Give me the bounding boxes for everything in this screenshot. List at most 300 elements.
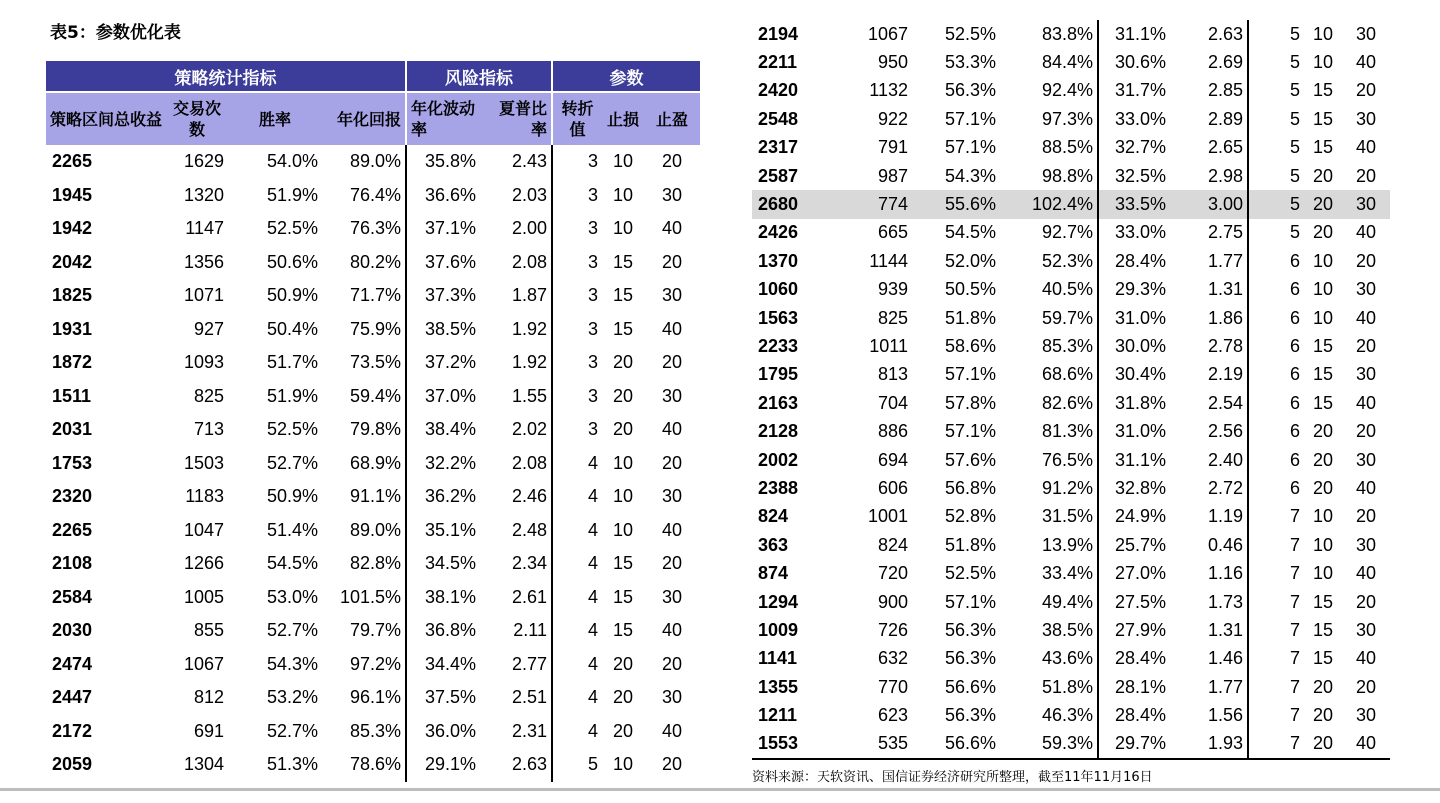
- cell-annual-return: 97.3%: [1000, 105, 1098, 133]
- cell-volatility: 31.1%: [1114, 23, 1166, 44]
- cell-trades: 1629: [183, 151, 224, 172]
- cell-total-return: 1753: [52, 452, 93, 473]
- cell-annual-return: 51.8%: [1000, 673, 1098, 701]
- cell-annual-return: 79.7%: [322, 614, 406, 648]
- table-row: [46, 581, 700, 615]
- cell-turn: 4: [587, 553, 598, 574]
- cell-turn: 5: [1289, 165, 1300, 186]
- cell-volatility: 29.1%: [424, 754, 476, 775]
- cell-stop-loss: 10: [612, 486, 634, 507]
- table-row: [752, 48, 1390, 76]
- cell-total-return: 1795: [758, 364, 799, 385]
- cell-volatility: 25.7%: [1114, 534, 1166, 555]
- table-row: [752, 20, 1390, 48]
- cell-winrate: 54.3%: [944, 165, 996, 186]
- cell-volatility: 28.1%: [1114, 676, 1166, 697]
- cell-take-profit: 30: [1355, 279, 1377, 300]
- cell-take-profit: 20: [1355, 506, 1377, 527]
- cell-sharpe: 1.86: [1170, 304, 1248, 332]
- cell-trades: 770: [877, 676, 908, 697]
- cell-volatility: 34.5%: [424, 553, 476, 574]
- cell-total-return: 2680: [752, 190, 850, 218]
- cell-winrate: 52.7%: [266, 720, 318, 741]
- cell-total-return: 1942: [52, 218, 93, 239]
- table-row: [752, 474, 1390, 502]
- cell-turn: 5: [1289, 23, 1300, 44]
- page-divider: [0, 788, 1440, 791]
- cell-take-profit: 30: [661, 285, 683, 306]
- cell-turn: 4: [587, 720, 598, 741]
- cell-winrate: 57.8%: [944, 392, 996, 413]
- cell-turn: 6: [1289, 364, 1300, 385]
- cell-total-return: 2447: [52, 687, 93, 708]
- cell-volatility: 37.6%: [424, 251, 476, 272]
- table-row: [752, 77, 1390, 105]
- cell-sharpe: 1.93: [1170, 730, 1248, 758]
- cell-total-return: 1211: [758, 705, 798, 726]
- cell-winrate: 57.1%: [944, 137, 996, 158]
- table-row: [752, 446, 1390, 474]
- cell-sharpe: 2.54: [1170, 389, 1248, 417]
- cell-turn: 3: [587, 385, 598, 406]
- cell-take-profit: 40: [661, 620, 683, 641]
- cell-turn: 5: [1289, 222, 1300, 243]
- cell-volatility: 34.4%: [424, 653, 476, 674]
- cell-volatility: 27.0%: [1114, 563, 1166, 584]
- cell-sharpe: 2.89: [1170, 105, 1248, 133]
- cell-stop-loss: 15: [612, 318, 634, 339]
- cell-volatility: 38.4%: [424, 419, 476, 440]
- cell-volatility: 28.4%: [1114, 648, 1166, 669]
- cell-volatility: 36.6%: [424, 184, 476, 205]
- cell-take-profit: 20: [661, 553, 683, 574]
- cell-winrate: 50.5%: [944, 279, 996, 300]
- cell-stop-loss: 10: [612, 519, 634, 540]
- cell-turn: 4: [587, 653, 598, 674]
- cell-take-profit: 30: [1355, 619, 1377, 640]
- cell-stop-loss: 10: [612, 754, 634, 775]
- cell-take-profit: 20: [1355, 335, 1377, 356]
- cell-sharpe: 2.75: [1170, 219, 1248, 247]
- cell-take-profit: 40: [1355, 563, 1377, 584]
- cell-volatility: 32.7%: [1114, 137, 1166, 158]
- cell-stop-loss: 20: [1312, 449, 1334, 470]
- cell-sharpe: 2.63: [1170, 20, 1248, 48]
- cell-trades: 950: [877, 52, 908, 73]
- cell-trades: 1356: [183, 251, 224, 272]
- cell-turn: 3: [587, 218, 598, 239]
- cell-stop-loss: 10: [1312, 563, 1334, 584]
- cell-winrate: 58.6%: [944, 335, 996, 356]
- cell-take-profit: 40: [1355, 648, 1377, 669]
- cell-annual-return: 89.0%: [322, 514, 406, 548]
- cell-take-profit: 30: [661, 687, 683, 708]
- cell-annual-return: 76.5%: [1000, 446, 1098, 474]
- cell-annual-return: 88.5%: [1000, 134, 1098, 162]
- cell-annual-return: 78.6%: [322, 748, 406, 782]
- cell-stop-loss: 15: [612, 251, 634, 272]
- cell-annual-return: 98.8%: [1000, 162, 1098, 190]
- cell-annual-return: 52.3%: [1000, 247, 1098, 275]
- cell-annual-return: 76.4%: [322, 179, 406, 213]
- table-row: [752, 645, 1390, 673]
- cell-trades: 665: [877, 222, 908, 243]
- cell-winrate: 50.4%: [266, 318, 318, 339]
- cell-sharpe: 0.46: [1170, 531, 1248, 559]
- table-row: [752, 190, 1390, 218]
- cell-sharpe: 2.69: [1170, 48, 1248, 76]
- cell-take-profit: 40: [1355, 137, 1377, 158]
- cell-turn: 4: [587, 486, 598, 507]
- cell-winrate: 51.7%: [266, 352, 318, 373]
- cell-volatility: 35.8%: [424, 151, 476, 172]
- cell-volatility: 36.0%: [424, 720, 476, 741]
- cell-stop-loss: 20: [1312, 676, 1334, 697]
- cell-annual-return: 96.1%: [322, 681, 406, 715]
- cell-volatility: 31.1%: [1114, 449, 1166, 470]
- table-row: [46, 179, 700, 213]
- cell-trades: 1183: [185, 486, 224, 507]
- cell-volatility: 29.3%: [1114, 279, 1166, 300]
- cell-winrate: 57.1%: [944, 591, 996, 612]
- table-row: [46, 346, 700, 380]
- cell-turn: 7: [1289, 619, 1300, 640]
- group-header-params: 参数: [552, 61, 700, 91]
- cell-take-profit: 20: [661, 352, 683, 373]
- cell-take-profit: 40: [661, 218, 683, 239]
- col-header-stop-loss: 止损: [602, 93, 644, 145]
- cell-stop-loss: 15: [612, 285, 634, 306]
- cell-total-return: 2233: [758, 335, 799, 356]
- cell-total-return: 2059: [52, 754, 93, 775]
- cell-turn: 6: [1289, 449, 1300, 470]
- cell-stop-loss: 15: [612, 553, 634, 574]
- cell-turn: 7: [1289, 705, 1300, 726]
- cell-take-profit: 30: [1355, 108, 1377, 129]
- cell-sharpe: 3.00: [1170, 190, 1248, 218]
- cell-volatility: 31.7%: [1114, 80, 1166, 101]
- cell-sharpe: 2.63: [480, 748, 552, 782]
- cell-annual-return: 97.2%: [322, 648, 406, 682]
- table-row: [46, 413, 700, 447]
- cell-trades: 1067: [867, 23, 908, 44]
- cell-trades: 922: [877, 108, 908, 129]
- cell-winrate: 53.0%: [266, 586, 318, 607]
- cell-sharpe: 2.85: [1170, 77, 1248, 105]
- cell-take-profit: 30: [1355, 534, 1377, 555]
- cell-total-return: 1872: [52, 352, 93, 373]
- cell-winrate: 56.3%: [944, 648, 996, 669]
- cell-turn: 5: [587, 754, 598, 775]
- cell-winrate: 52.5%: [944, 23, 996, 44]
- cell-volatility: 31.0%: [1114, 421, 1166, 442]
- cell-volatility: 32.8%: [1114, 477, 1166, 498]
- cell-winrate: 56.3%: [944, 619, 996, 640]
- cell-turn: 6: [1289, 279, 1300, 300]
- col-header-volatility: 年化波动率: [406, 93, 480, 145]
- cell-total-return: 1355: [758, 676, 799, 697]
- cell-winrate: 52.5%: [266, 419, 318, 440]
- cell-annual-return: 102.4%: [1000, 190, 1098, 218]
- table-row: [46, 279, 700, 313]
- cell-winrate: 51.8%: [944, 307, 996, 328]
- cell-trades: 1001: [867, 506, 908, 527]
- cell-turn: 7: [1289, 563, 1300, 584]
- cell-winrate: 57.1%: [944, 364, 996, 385]
- table-row: [46, 614, 700, 648]
- cell-volatility: 33.5%: [1098, 190, 1170, 218]
- cell-annual-return: 85.3%: [1000, 332, 1098, 360]
- cell-total-return: 2128: [758, 421, 799, 442]
- table-row: [752, 247, 1390, 275]
- cell-turn: 3: [587, 285, 598, 306]
- cell-take-profit: 40: [1355, 52, 1377, 73]
- cell-turn: 6: [1289, 392, 1300, 413]
- cell-turn: 3: [587, 184, 598, 205]
- cell-winrate: 51.9%: [266, 385, 318, 406]
- table-row: [46, 145, 700, 179]
- cell-winrate: 54.3%: [266, 653, 318, 674]
- cell-annual-return: 59.4%: [322, 380, 406, 414]
- table-row: [752, 276, 1390, 304]
- cell-annual-return: 38.5%: [1000, 616, 1098, 644]
- cell-total-return: 1009: [758, 619, 799, 640]
- cell-stop-loss: 20: [612, 419, 634, 440]
- cell-take-profit: 20: [1355, 591, 1377, 612]
- cell-trades: 987: [877, 165, 908, 186]
- cell-winrate: 52.0%: [944, 250, 996, 271]
- cell-annual-return: 85.3%: [322, 715, 406, 749]
- cell-turn: 6: [1289, 250, 1300, 271]
- cell-total-return: 2317: [758, 137, 799, 158]
- cell-total-return: 1060: [758, 279, 799, 300]
- cell-volatility: 33.0%: [1114, 108, 1166, 129]
- cell-winrate: 56.3%: [944, 80, 996, 101]
- cell-take-profit: 20: [1355, 676, 1377, 697]
- cell-take-profit: 30: [661, 184, 683, 205]
- cell-annual-return: 81.3%: [1000, 417, 1098, 445]
- cell-annual-return: 80.2%: [322, 246, 406, 280]
- cell-stop-loss: 20: [1304, 190, 1342, 218]
- table-row: [46, 447, 700, 481]
- cell-take-profit: 20: [661, 653, 683, 674]
- cell-annual-return: 59.7%: [1000, 304, 1098, 332]
- cell-volatility: 32.5%: [1114, 165, 1166, 186]
- cell-stop-loss: 20: [1312, 421, 1334, 442]
- cell-trades: 824: [877, 534, 908, 555]
- cell-take-profit: 20: [661, 251, 683, 272]
- cell-winrate: 50.9%: [266, 486, 318, 507]
- cell-sharpe: 1.92: [480, 346, 552, 380]
- cell-trades: 813: [877, 364, 908, 385]
- param-table-right: [752, 20, 1390, 758]
- cell-winrate: 56.6%: [944, 676, 996, 697]
- table-row: [752, 134, 1390, 162]
- cell-sharpe: 2.34: [480, 547, 552, 581]
- cell-turn: 6: [1289, 477, 1300, 498]
- cell-winrate: 55.6%: [912, 190, 1000, 218]
- cell-stop-loss: 10: [1312, 52, 1334, 73]
- cell-take-profit: 20: [1355, 421, 1377, 442]
- cell-stop-loss: 10: [612, 218, 634, 239]
- cell-take-profit: 20: [1355, 250, 1377, 271]
- cell-volatility: 37.3%: [424, 285, 476, 306]
- cell-winrate: 51.8%: [944, 534, 996, 555]
- cell-trades: 606: [877, 477, 908, 498]
- cell-sharpe: 2.08: [480, 447, 552, 481]
- table-row: [752, 332, 1390, 360]
- cell-sharpe: 1.73: [1170, 588, 1248, 616]
- cell-trades: 825: [193, 385, 224, 406]
- cell-total-return: 2587: [758, 165, 799, 186]
- cell-total-return: 2194: [758, 23, 799, 44]
- cell-stop-loss: 15: [1312, 591, 1334, 612]
- cell-stop-loss: 20: [612, 687, 634, 708]
- cell-total-return: 2474: [52, 653, 93, 674]
- cell-turn: 4: [587, 620, 598, 641]
- cell-winrate: 50.6%: [266, 251, 318, 272]
- cell-annual-return: 68.6%: [1000, 361, 1098, 389]
- table-row: [752, 219, 1390, 247]
- cell-sharpe: 2.00: [480, 212, 552, 246]
- table-row: [46, 547, 700, 581]
- cell-trades: 939: [877, 279, 908, 300]
- cell-take-profit: 40: [1355, 477, 1377, 498]
- cell-volatility: 28.4%: [1114, 250, 1166, 271]
- cell-annual-return: 82.8%: [322, 547, 406, 581]
- cell-sharpe: 1.19: [1170, 503, 1248, 531]
- cell-stop-loss: 10: [1312, 279, 1334, 300]
- cell-total-return: 2211: [758, 52, 798, 73]
- cell-trades: 927: [193, 318, 224, 339]
- cell-total-return: 2108: [52, 553, 93, 574]
- cell-trades: 1011: [869, 335, 908, 356]
- cell-sharpe: 2.11: [480, 614, 552, 648]
- cell-take-profit: 40: [1355, 307, 1377, 328]
- cell-turn: 5: [1289, 108, 1300, 129]
- cell-sharpe: 2.72: [1170, 474, 1248, 502]
- cell-turn: 4: [587, 687, 598, 708]
- cell-take-profit: 30: [661, 586, 683, 607]
- cell-trades: 791: [877, 137, 908, 158]
- cell-winrate: 52.7%: [266, 452, 318, 473]
- cell-trades: 1071: [183, 285, 224, 306]
- table-row: [46, 514, 700, 548]
- table-row: [46, 681, 700, 715]
- cell-stop-loss: 20: [612, 352, 634, 373]
- table-row: [752, 559, 1390, 587]
- cell-total-return: 2002: [758, 449, 799, 470]
- cell-turn: 7: [1289, 648, 1300, 669]
- cell-stop-loss: 15: [1312, 137, 1334, 158]
- table-row: [752, 701, 1390, 729]
- cell-take-profit: 30: [661, 486, 683, 507]
- cell-turn: 3: [587, 151, 598, 172]
- cell-trades: 774: [850, 190, 912, 218]
- cell-trades: 1132: [869, 80, 908, 101]
- table-row: [752, 304, 1390, 332]
- cell-winrate: 52.5%: [266, 218, 318, 239]
- cell-sharpe: 2.43: [480, 145, 552, 179]
- cell-winrate: 50.9%: [266, 285, 318, 306]
- cell-turn: 5: [1248, 190, 1304, 218]
- cell-total-return: 363: [758, 534, 789, 555]
- cell-winrate: 56.6%: [944, 733, 996, 754]
- cell-trades: 1144: [869, 250, 908, 271]
- cell-total-return: 1553: [758, 733, 799, 754]
- cell-sharpe: 1.87: [480, 279, 552, 313]
- cell-turn: 6: [1289, 335, 1300, 356]
- cell-trades: 1147: [185, 218, 224, 239]
- cell-stop-loss: 10: [1312, 23, 1334, 44]
- cell-volatility: 38.1%: [424, 586, 476, 607]
- table-row: [46, 246, 700, 280]
- cell-trades: 1320: [183, 184, 224, 205]
- cell-total-return: 2584: [52, 586, 93, 607]
- cell-turn: 6: [1289, 421, 1300, 442]
- cell-trades: 812: [193, 687, 224, 708]
- table-row: [46, 212, 700, 246]
- cell-winrate: 54.0%: [266, 151, 318, 172]
- cell-winrate: 56.8%: [944, 477, 996, 498]
- cell-trades: 886: [877, 421, 908, 442]
- cell-turn: 5: [1289, 80, 1300, 101]
- cell-turn: 7: [1289, 591, 1300, 612]
- table-row: [752, 588, 1390, 616]
- cell-winrate: 52.8%: [944, 506, 996, 527]
- cell-sharpe: 2.51: [480, 681, 552, 715]
- cell-turn: 4: [587, 519, 598, 540]
- cell-turn: 5: [1289, 52, 1300, 73]
- cell-annual-return: 82.6%: [1000, 389, 1098, 417]
- table-row: [752, 616, 1390, 644]
- cell-stop-loss: 15: [1312, 392, 1334, 413]
- cell-volatility: 27.5%: [1114, 591, 1166, 612]
- table-row: [46, 480, 700, 514]
- cell-sharpe: 2.08: [480, 246, 552, 280]
- cell-annual-return: 13.9%: [1000, 531, 1098, 559]
- table-row: [752, 105, 1390, 133]
- cell-stop-loss: 10: [612, 151, 634, 172]
- cell-stop-loss: 20: [1312, 705, 1334, 726]
- cell-annual-return: 101.5%: [322, 581, 406, 615]
- cell-stop-loss: 20: [1312, 477, 1334, 498]
- cell-volatility: 37.5%: [424, 687, 476, 708]
- group-header-risk: 风险指标: [406, 61, 552, 91]
- cell-trades: 1067: [183, 653, 224, 674]
- cell-total-return: 2031: [52, 419, 93, 440]
- cell-trades: 720: [877, 563, 908, 584]
- table-row: [752, 361, 1390, 389]
- cell-take-profit: 30: [661, 385, 683, 406]
- cell-turn: 4: [587, 586, 598, 607]
- cell-take-profit: 40: [1355, 222, 1377, 243]
- cell-sharpe: 1.77: [1170, 673, 1248, 701]
- cell-total-return: 824: [758, 506, 789, 527]
- cell-winrate: 53.3%: [944, 52, 996, 73]
- cell-stop-loss: 20: [1312, 733, 1334, 754]
- cell-trades: 855: [193, 620, 224, 641]
- cell-total-return: 1931: [52, 318, 93, 339]
- cell-sharpe: 1.31: [1170, 616, 1248, 644]
- cell-total-return: 2042: [52, 251, 93, 272]
- cell-volatility: 29.7%: [1114, 733, 1166, 754]
- cell-total-return: 2320: [52, 486, 93, 507]
- table-row: [752, 730, 1390, 758]
- cell-trades: 704: [877, 392, 908, 413]
- cell-sharpe: 2.98: [1170, 162, 1248, 190]
- cell-sharpe: 1.31: [1170, 276, 1248, 304]
